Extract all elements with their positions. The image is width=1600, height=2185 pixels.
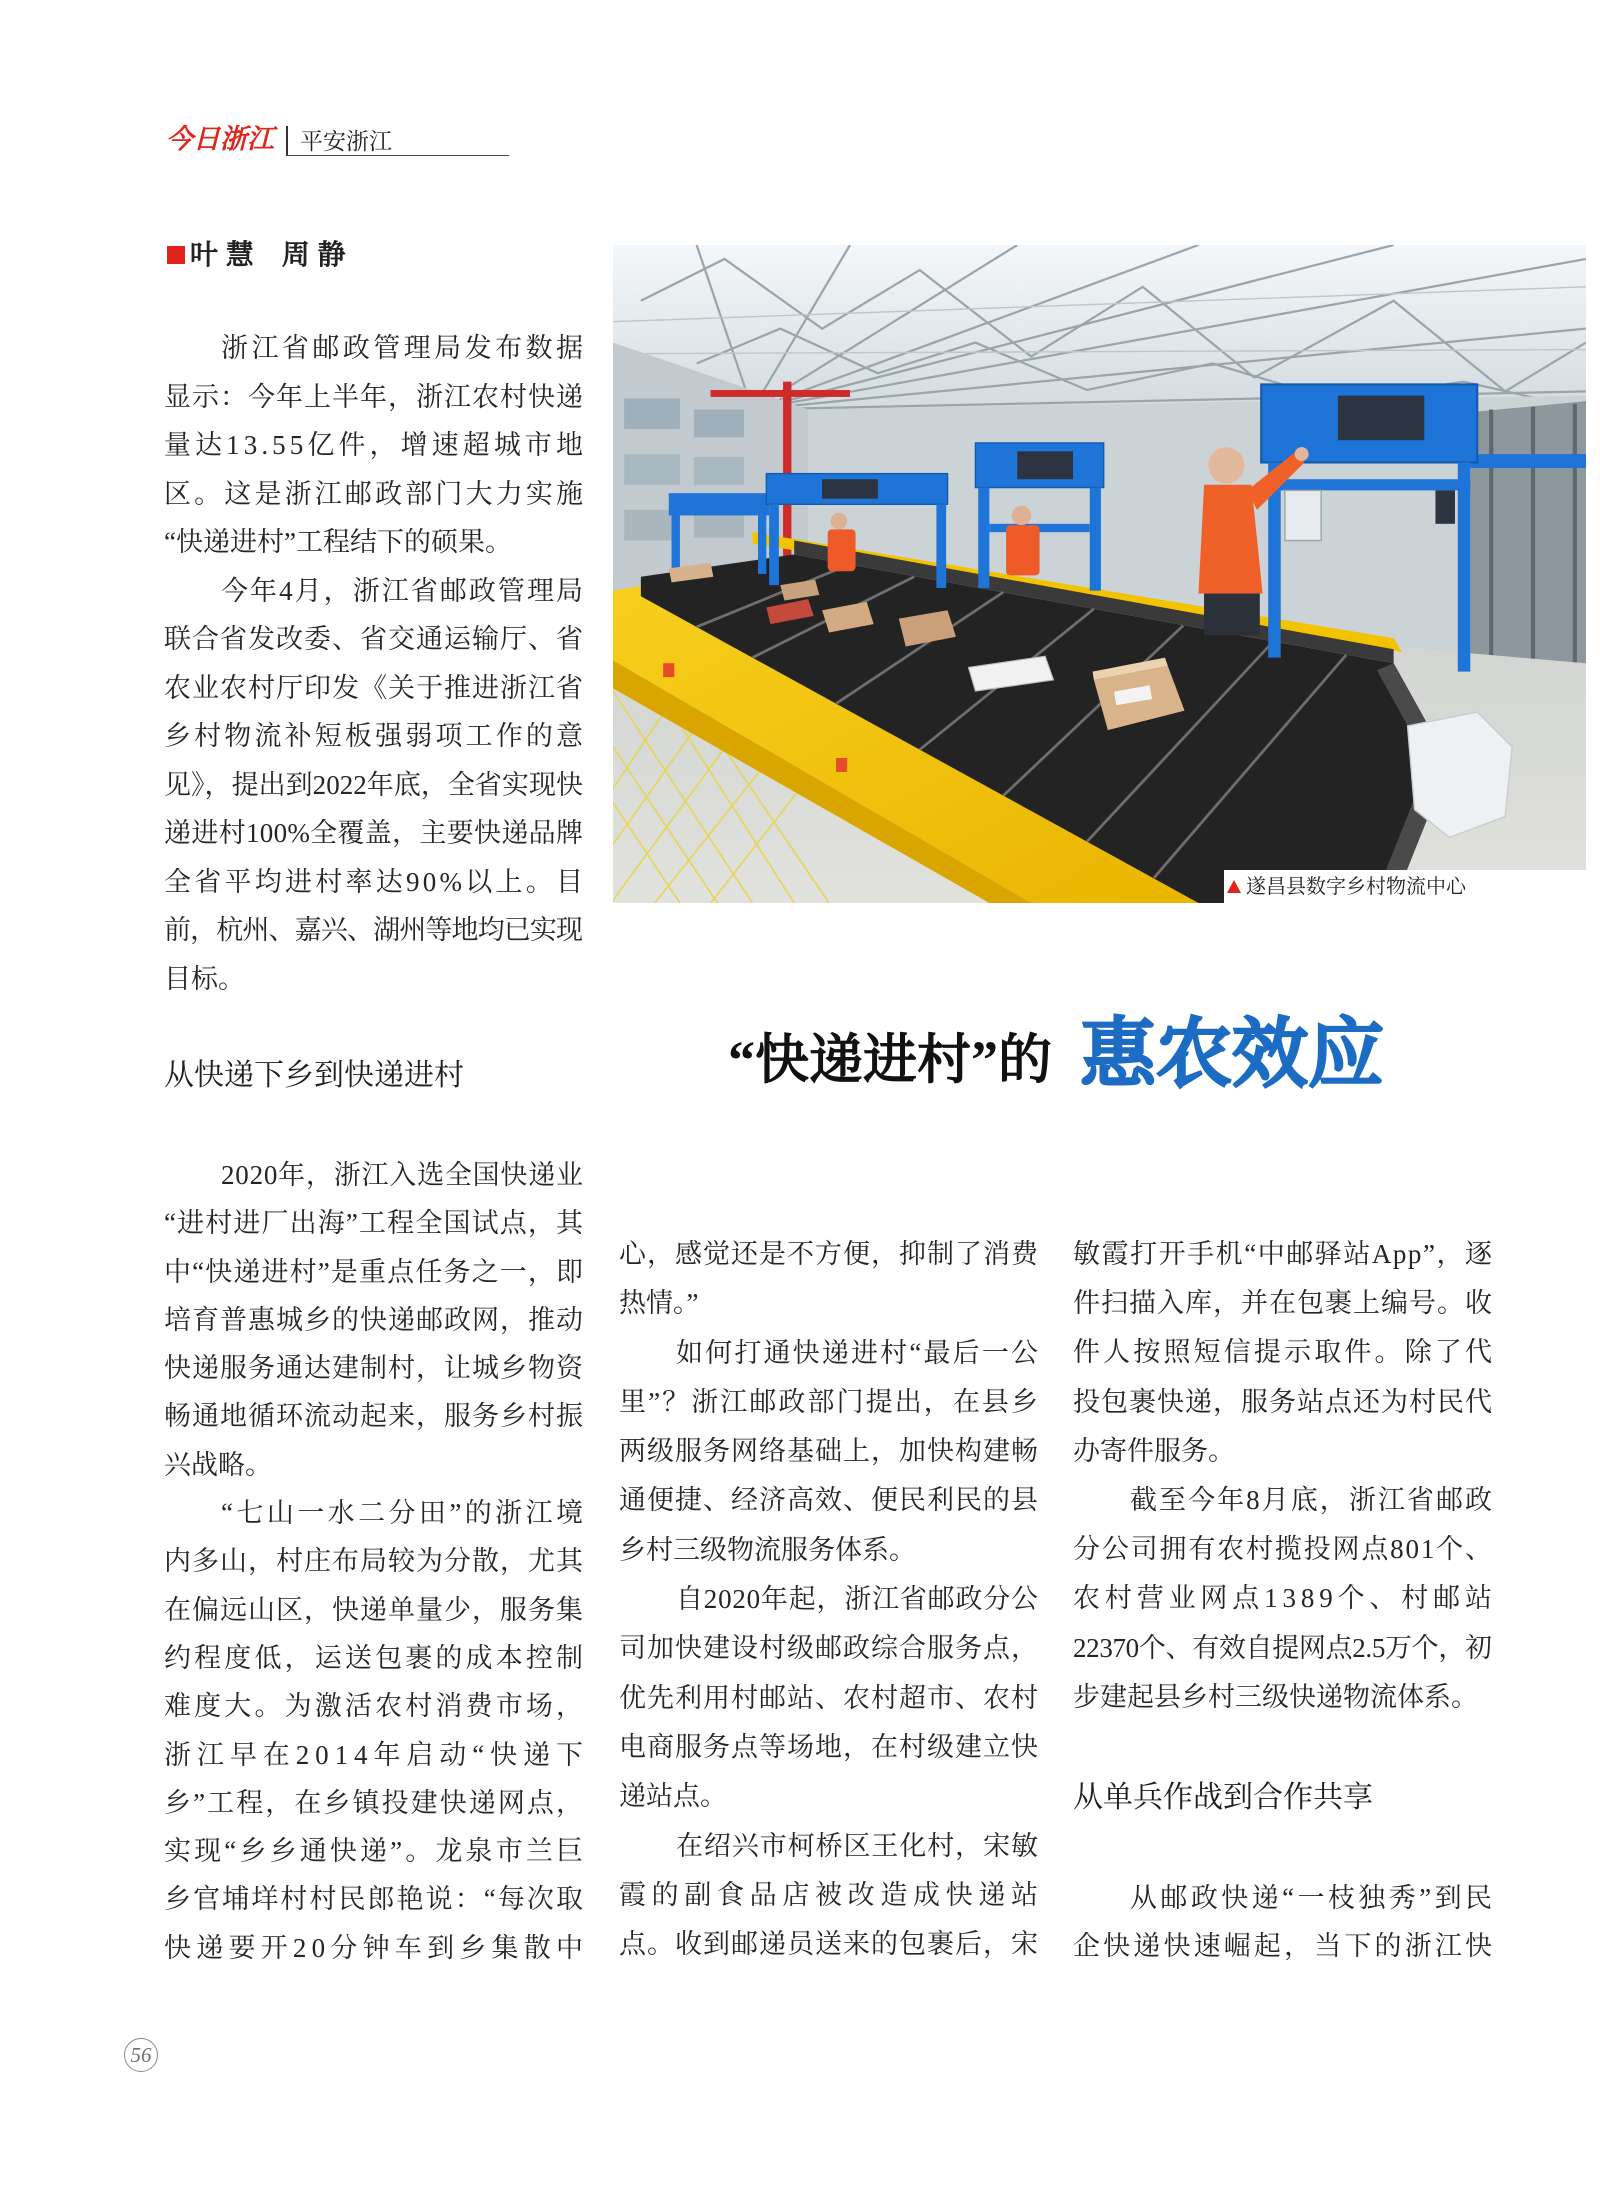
subheading-1: 从快递下乡到快递进村 (164, 1059, 464, 1092)
text-line: 实现“乡乡通快递”。龙泉市兰巨 (164, 1836, 587, 1867)
text-line: 2020年，浙江入选全国快递业 (221, 1160, 584, 1190)
text-line: 热情。” (619, 1288, 699, 1319)
text-line: 乡村三级物流服务体系。 (619, 1534, 916, 1565)
text-line: “快递进村”工程结下的硕果。 (164, 527, 512, 557)
text-line: 办寄件服务。 (1073, 1435, 1235, 1466)
text-line: 递进村100%全覆盖，主要快递品牌 (164, 818, 584, 848)
text-line: 量达13.55亿件，增速超城市地 (164, 430, 588, 460)
right-column-top (1073, 1230, 1497, 1722)
text-line: 敏霞打开手机“中邮驿站App”，逐 (1073, 1239, 1494, 1269)
text-line: 浙江早在2014年启动“快递下 (164, 1739, 589, 1770)
caption-triangle-icon (1227, 880, 1241, 893)
text-line: 显示：今年上半年，浙江农村快递 (164, 381, 584, 412)
text-line: 优先利用村邮站、农村超市、农村 (619, 1682, 1039, 1713)
text-line: 22370个、有效自提网点2.5万个，初 (1073, 1632, 1492, 1663)
article-title-lead: “快递进村”的 (728, 1030, 1052, 1090)
text-line: 浙江省邮政管理局发布数据 (221, 333, 587, 363)
text-line: 约程度低，运送包裹的成本控制 (164, 1642, 587, 1673)
text-line: 全省平均进村率达90%以上。目 (164, 866, 587, 897)
logistics-center-photo (613, 245, 1586, 903)
text-line: 投包裹快递，服务站点还为村民代 (1073, 1386, 1493, 1417)
magazine-logo: 今日浙江 (166, 124, 274, 154)
text-line: 畅通地循环流动起来，服务乡村振 (164, 1401, 584, 1432)
article-photo (613, 245, 1586, 903)
text-line: 兴战略。 (164, 1449, 272, 1480)
text-line: 里”？浙江邮政部门提出，在县乡 (619, 1386, 1041, 1417)
text-line: 件人按照短信提示取件。除了代 (1073, 1337, 1496, 1368)
caption-text: 遂昌县数字乡村物流中心 (1246, 875, 1466, 898)
text-line: 培育普惠城乡的快递邮政网，推动 (164, 1304, 584, 1335)
article-title-highlight: 惠农效应 (1080, 1012, 1384, 1097)
text-line: 截至今年8月底，浙江省邮政 (1130, 1484, 1495, 1515)
text-line: 从邮政快递“一枝独秀”到民 (1130, 1883, 1496, 1913)
text-line: 目标。 (164, 963, 245, 994)
section-name: 平安浙江 (300, 128, 392, 154)
text-line: 自2020年起，浙江省邮政分公 (676, 1584, 1039, 1615)
text-line: 农村营业网点1389个、村邮站 (1073, 1583, 1497, 1614)
subheading-2: 从单兵作战到合作共享 (1073, 1781, 1373, 1814)
text-line: 乡”工程，在乡镇投建快递网点， (164, 1787, 586, 1818)
text-line: 中“快递进村”是重点任务之一，即 (164, 1256, 585, 1287)
text-line: 企快递快速崛起，当下的浙江快 (1073, 1930, 1496, 1961)
middle-column (619, 1230, 1044, 1969)
text-line: 点。收到邮递员送来的包裹后，宋 (619, 1929, 1039, 1960)
left-column-top (164, 324, 588, 1003)
text-line: 见》，提出到2022年底，全省实现快 (164, 769, 584, 800)
text-line: 区。这是浙江邮政部门大力实施 (164, 478, 587, 509)
text-line: 联合省发改委、省交通运输厅、省 (164, 624, 584, 654)
header-divider (286, 126, 288, 156)
right-column-bottom (1073, 1875, 1496, 1970)
text-line: 快递服务通达建制村，让城乡物资 (164, 1353, 584, 1384)
text-line: 快递要开20分钟车到乡集散中 (164, 1932, 589, 1963)
text-line: 难度大。为激活农村消费市场， (164, 1691, 587, 1722)
text-line: 在绍兴市柯桥区王化村，宋敏 (676, 1830, 1039, 1861)
page-number: 56 (124, 2038, 158, 2072)
left-column-bottom (164, 1151, 589, 1972)
text-line: 乡村物流补短板强弱项工作的意 (164, 721, 587, 751)
text-line: 乡官埔垟村村民郎艳说：“每次取 (164, 1884, 586, 1915)
text-line: 今年4月，浙江省邮政管理局 (221, 575, 586, 606)
text-line: 内多山，村庄布局较为分散，尤其 (164, 1546, 584, 1577)
text-line: 在偏远山区，快递单量少，服务集 (164, 1594, 584, 1625)
text-line: 件扫描入库，并在包裹上编号。收 (1073, 1288, 1493, 1319)
text-line: “进村进厂出海”工程全国试点，其 (164, 1208, 585, 1239)
text-line: 分公司拥有农村揽投网点801个、 (1073, 1534, 1494, 1565)
text-line: 两级服务网络基础上，加快构建畅 (619, 1436, 1039, 1467)
text-line: 霞的副食品店被改造成快递站 (619, 1879, 1044, 1910)
header-rule (286, 155, 509, 156)
text-line: 步建起县乡村三级快递物流体系。 (1073, 1681, 1478, 1712)
text-line: 电商服务点等场地，在村级建立快 (619, 1731, 1039, 1762)
byline-square-icon (167, 246, 185, 264)
text-line: 通便捷、经济高效、便民利民的县 (619, 1485, 1039, 1516)
text-line: 农业农村厅印发《关于推进浙江省 (164, 672, 584, 703)
text-line: “七山一水二分田”的浙江境 (221, 1498, 587, 1529)
text-line: 司加快建设村级邮政综合服务点， (619, 1633, 1039, 1664)
photo-caption (1224, 870, 1586, 903)
text-line: 前，杭州、嘉兴、湖州等地均已实现 (164, 915, 583, 945)
text-line: 如何打通快递进村“最后一公 (676, 1337, 1041, 1368)
text-line: 递站点。 (619, 1781, 727, 1812)
byline-authors: 叶 慧 周 静 (190, 239, 346, 270)
text-line: 心，感觉还是不方便，抑制了消费 (619, 1239, 1039, 1269)
